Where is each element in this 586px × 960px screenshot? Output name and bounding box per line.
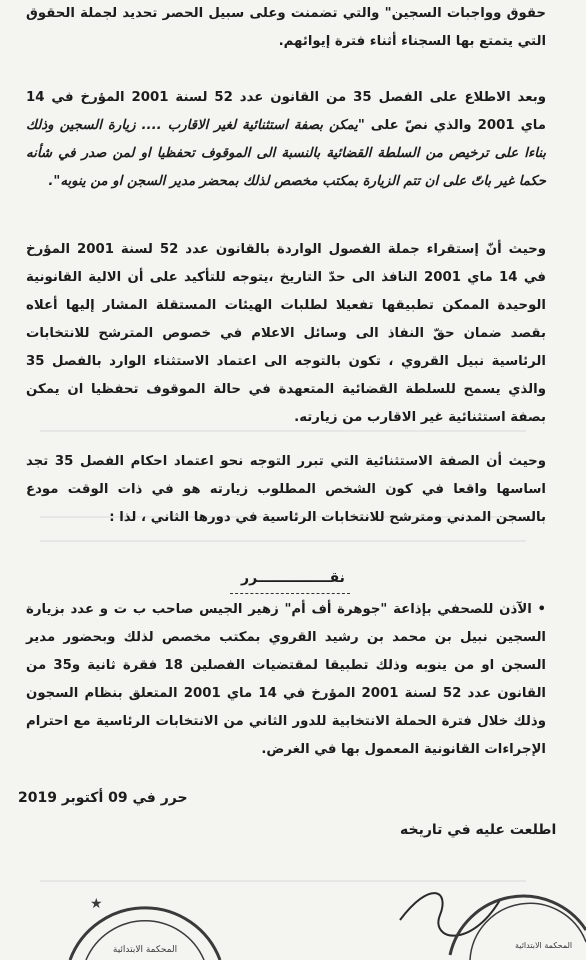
svg-text:المحكمة الابتدائية: المحكمة الابتدائية [515,941,573,950]
paragraph-rights [26,0,546,56]
paragraph-decision [26,596,546,764]
paragraph-text: وحيث أنّ إستقراء جملة الفصول الواردة بالقانون عدد 52 لسنة 2001 المؤرخ في 14 ماي 2001 النافذ الى حدّ التاريخ ،يتوجه للتأكيد على أن الالية القانونية الوحيدة الممكن تطبيقها تفعيلا لطلبات الهيئات المستقلة المشار إليها أعلاه بقصد ضمان حقّ النفاذ الى وسائل الاعلام في خصوص المترشح للانتخابات الرئاسية نبيل القروي ، تكون بالتوجه الى اعتماد الاستثناء الوارد بالفصل 35 والذي يسمح للسلطة القضائية المتعهدة في حالة الموقوف تحفظيا ان يمكن بصفة استثنائية غير الاقارب من زيارته. [26,242,547,425]
faint-bleed-line [40,540,526,542]
decision-heading: نقـــــــــــــــرر [241,570,345,586]
paragraph-text: حقوق وواجبات السجين" والتي تضمنت وعلى سبيل الحصر تحديد لجملة الحقوق التي يتمتع بها السجناء أثناء فترة إيوائهم. [26,6,546,49]
acknowledgement-text: اطلعت عليه في تاريخه [400,822,557,838]
paragraph-text: وبعد الاطلاع على الفصل 35 من القانون عدد 52 لسنة 2001 المؤرخ في 14 ماي 2001 والذي نصّ على [26,90,547,133]
paragraph-text: • الآذن للصحفي بإذاعة "جوهرة أف أم" زهير الجيس صاحب ب ت و عدد بزيارة السجين نبيل بن محمد بن رشيد القروي بمكتب مخصص لذلك وبحضور مدير السجن او من ينوبه وذلك تطبيقا لمقتضيات الفصلين 18 فقرة ثانية و35 من القانون عدد 52 لسنة 2001 المؤرخ في 14 ماي 2001 المتعلق بنظام السجون وذلك خلال فترة الحملة الانتخابية للدور الثاني من الانتخابات الرئاسية مع احترام الإجراءات القانونية المعمول بها في الغرض. [26,602,546,757]
court-stamp-left [60,860,230,960]
heading-underline [230,593,350,594]
quoted-law-text: يمكن بصفة استثنائية لغير الاقارب .... زيارة السجين وذلك بناءا على ترخيص من السلطة القضائية بالنسبة الى الموقوف تحفظيا او لمن صدر في شأنه حكما غير باتّ على ان تتم الزيارة بمكتب مخصص لذلك بمحضر مدير السجن او من ينوبه". [26,118,546,189]
svg-text:★: ★ [90,896,103,912]
paragraph-text: وحيث أن الصفة الاستثنائية التي تبرر التوجه نحو اعتماد احكام الفصل 35 تجد اساسها واقعا في كون الشخص المطلوب زيارته هو في ذات الوقت مودع بالسجن المدني ومترشح للانتخابات الرئاسية في دورها الثاني ، لذا : [26,454,546,525]
paragraph-interpretation [26,236,546,432]
issue-date: حرر في 09 أكتوبر 2019 [18,790,188,806]
signature-and-stamp [390,860,586,960]
paragraph-exception [26,448,546,532]
svg-text:المحكمة الابتدائية: المحكمة الابتدائية [112,945,178,955]
paragraph-article-35: وبعد الاطلاع على الفصل 35 من القانون عدد 52 لسنة 2001 المؤرخ في 14 ماي 2001 والذي نصّ على "يمكن بصفة استثنائية لغير الاقارب .... زيارة السجين وذلك بناءا على ترخيص من السلطة القضائية بالنسبة الى الموقوف تحفظيا او لمن صدر في شأنه حكما غير باتّ على ان تتم الزيارة بمكتب مخصص لذلك بمحضر مدير السجن او من ينوبه". [26,90,547,189]
